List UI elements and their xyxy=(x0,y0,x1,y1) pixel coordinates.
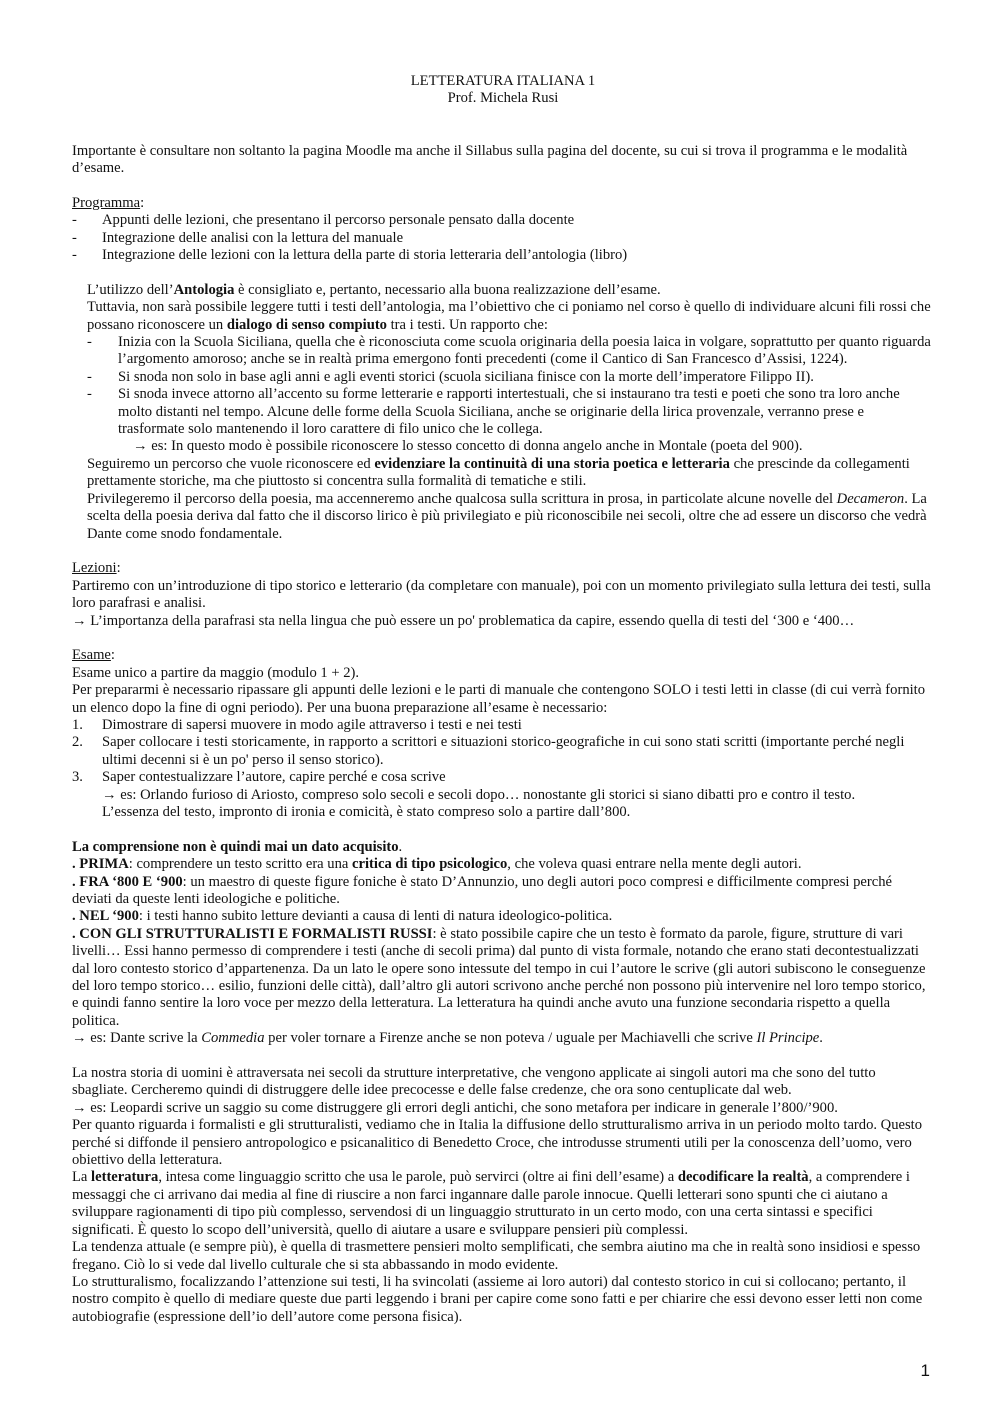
professor-name: Prof. Michela Rusi xyxy=(447,90,559,107)
comprensione-item: . NEL ‘900: i testi hanno subito letture devianti a causa di lenti di natura ideologico-politica. xyxy=(72,908,613,925)
programma-item: Appunti delle lezioni, che presentano il percorso personale pensato dalla docente xyxy=(102,212,575,229)
example-note: → es: Leopardi scrive un saggio su come distruggere gli errori degli antichi, che sono metafora per indicare in generale l’800/’900. xyxy=(72,1099,838,1116)
programma-heading-text: Programma xyxy=(72,194,141,211)
comprensione-item: . FRA ‘800 E ‘900: un maestro di queste figure foniche è stato D’Annunzio, uno degli autori poco compresi e difficilmente compresi perché deviati da queste lenti ideologiche e politiche. xyxy=(72,873,893,907)
antologia-section xyxy=(72,282,934,543)
list-item: 1. Dimostrare di sapersi muovere in modo agile attraverso i testi e nei testi xyxy=(72,716,522,733)
list-item: - Integrazione delle lezioni con la lettura della parte di storia letteraria dell’antologia (libro) xyxy=(72,247,934,264)
intro-paragraph: Importante è consultare non soltanto la pagina Moodle ma anche il Sillabus sulla pagina del docente, su cui si trova il programma e le modalità d’esame. xyxy=(72,142,908,176)
storia-paragraph: Per quanto riguarda i formalisti e gli strutturalisti, vediamo che in Italia la diffusione dello strutturalismo arriva in un periodo molto tardo. Questo perché si diffonde il pensiero antropologico e psicanalitico di Benedetto Croce, che introdusse strumenti utili per la conoscenza dell’uomo, vero obiettivo della letteratura. xyxy=(72,1117,923,1169)
list-item: - Inizia con la Scuola Siciliana, quella che è riconosciuta come scuola originaria della poesia laica in volgare, soprattutto per quanto riguarda l’argomento amoroso; anche se in realtà prima emergono fonti precedenti (come il Cantico di San Francesco d’Assisi, 1224). xyxy=(87,334,931,368)
storia-paragraph: La tendenza attuale (e sempre più), è quella di trasmettere pensieri molto semplificati, che sembra aiutino ma che in realtà sono insidiosi e spesso fregano. Ciò lo si vede dal livello culturale che si sta abbassando in modo evidente. xyxy=(72,1239,921,1273)
list-item: - Si snoda invece attorno all’accento su forme letterarie e rapporti intertestuali, che si instaurano tra testi e poeti che sono tra loro anche molto distanti nel tempo. Alcune delle forme della Scuola Siciliana, anche se originarie della lirica provenzale, verranno prese e trasformate solo mantenendo il loro carattere di filo unico che le collega. xyxy=(87,386,900,438)
lezioni-heading: Lezioni: xyxy=(72,560,121,577)
list-item: 3. Saper contestualizzare l’autore, capire perché e cosa scrive xyxy=(72,769,446,786)
antologia-paragraph: Privilegeremo il percorso della poesia, ma accenneremo anche qualcosa sulla scrittura in prosa, in particolate alcune novelle del Decameron. La scelta della poesia deriva dal fatto che il discorso lirico è più privilegiato e più riconoscibile nei secoli, oltre che ad essere un discorso che vedrà Dante come snodo fondamentale. xyxy=(87,490,927,542)
lezioni-paragraph: Partiremo con un’introduzione di tipo storico e letterario (da completare con manuale), poi con un momento privilegiato sulla lettura dei testi, sulla loro parafrasi e analisi. xyxy=(72,577,931,612)
list-item: - Si snoda non solo in base agli anni e agli eventi storici (scuola siciliana finisce con la morte dell’imperatore Filippo II). xyxy=(87,368,814,385)
esame-paragraph: Per prepararmi è necessario ripassare gli appunti delle lezioni e le parti di manuale che contengono SOLO i testi letti in classe (di cui verrà fornito un elenco dopo la fine di ogni periodo). Per una buona preparazione all’esame è necessario: xyxy=(72,682,926,716)
course-title: LETTERATURA ITALIANA 1 xyxy=(410,73,596,89)
antologia-paragraph: Seguiremo un percorso che vuole riconoscere ed evidenziare la continuità di una storia poetica e letteraria che prescinde da collegamenti prettamente storiche, ma che piuttosto si concentra sulla formalità di tematiche e stili. xyxy=(87,455,910,490)
lezioni-note: → L’importanza della parafrasi sta nella lingua che può essere un po' problematica da capire, essendo quella di testi del ‘300 e ‘400… xyxy=(72,612,855,629)
example-note: L’essenza del testo, impronto di ironia e comicità, è stato compreso solo a partire dall’800. xyxy=(102,803,631,820)
storia-paragraph: La nostra storia di uomini è attraversata nei secoli da strutture interpretative, che vengono applicate ai singoli autori ma che sono del tutto sbagliate. Cercheremo quindi di distruggere delle idee precocesse e delle false credenze, che ora sono centuplicate dal web. xyxy=(72,1065,876,1099)
page-number: 1 xyxy=(920,1361,930,1380)
programma-item: Integrazione delle analisi con la lettura del manuale xyxy=(102,229,404,246)
list-item: - Appunti delle lezioni, che presentano il percorso personale pensato dalla docente xyxy=(72,212,934,229)
comprensione-title: La comprensione non è quindi mai un dato acquisito. xyxy=(72,838,403,855)
antologia-paragraph: L’utilizzo dell’Antologia è consigliato e, pertanto, necessario alla buona realizzazione dell’esame. xyxy=(87,281,661,298)
storia-paragraph: La letteratura, intesa come linguaggio scritto che usa le parole, può servirci (oltre ai fini dell’esame) a decodificare la realtà, a comprendere i messaggi che ci arrivano dai media al fine di riuscire a non farci ingannare dalle parole innocue. Quelli letterari sono spunti che ci aiutano a sviluppare ragionamenti di tipo più complesso, servendosi di un linguaggio strutturato in un certo modo, con una certa sintassi e specifici significati. È questo lo scopo dell’università, quello di aiutare a usare e sviluppare pensieri più complessi. xyxy=(72,1169,910,1238)
esame-heading: Esame: xyxy=(72,647,115,664)
comprensione-item: . CON GLI STRUTTURALISTI E FORMALISTI RUSSI: è stato possibile capire che un testo è formato da parole, figure, strutture di vari livelli… Essi hanno permesso di comprendere i testi (anche di secoli prima) dal punto di vista formale, notando che erano stati decontestualizzati dal loro contesto storico d’appartenenza. Da un lato le opere sono intessute del tempo in cui l’autore le scrive (gli autori subiscono le conseguenze del loro tempo storico… esilio, funzioni delle città), dall’altro gli autori scrivono anche perché non possono più intervenire nel loro tempo storico, e quindi fanno sentire la loro voce per mezzo della letteratura. La letteratura ha quindi anche avuto una funzione secondaria rispetto a quella politica. xyxy=(72,925,926,1029)
comprensione-item: . PRIMA: comprendere un testo scritto era una critica di tipo psicologico, che voleva quasi entrare nella mente degli autori. xyxy=(72,856,802,873)
example-note: → es: Orlando furioso di Ariosto, compreso solo secoli e secoli dopo… nonostante gli storici si siano dibatti pro e contro il testo. xyxy=(102,786,856,803)
programma-item: Integrazione delle lezioni con la lettura della parte di storia letteraria dell’antologia (libro) xyxy=(102,247,628,264)
antologia-paragraph: Tuttavia, non sarà possibile leggere tutti i testi dell’antologia, ma l’obiettivo che ci poniamo nel corso è quello di individuare alcuni fili rossi che possano riconoscere un dialogo di senso compiuto tra i testi. Un rapporto che: xyxy=(87,299,931,333)
example-note: → es: Dante scrive la Commedia per voler tornare a Firenze anche se non poteva / uguale per Machiavelli che scrive Il Principe. xyxy=(72,1030,823,1047)
storia-paragraph: Lo strutturalismo, focalizzando l’attenzione sui testi, li ha svincolati (assieme ai loro autori) dal contesto storico in cui si collocano; pertanto, il nostro compito è quello di mediare queste due parti leggendo i brani per capire come sono fatti e per chiarire che essi devono esser letti non come autobiografie (espressione dell’io dell’autore come persona fisica). xyxy=(72,1273,923,1325)
list-item: 2. Saper collocare i testi storicamente, in rapporto a scrittori e situazioni storico-geografiche in cui sono stati scritti (importante perché negli ultimi decenni si è un po' perso il senso storico). xyxy=(72,734,905,768)
esame-paragraph: Esame unico a partire da maggio (modulo 1 + 2). xyxy=(72,664,360,681)
page-content xyxy=(72,73,934,1326)
programma-heading: Programma: xyxy=(72,194,145,211)
example-note: → es: In questo modo è possibile riconoscere lo stesso concetto di donna angelo anche in Montale (poeta del 900). xyxy=(133,438,803,455)
list-item: - Integrazione delle analisi con la lettura del manuale xyxy=(72,230,934,247)
